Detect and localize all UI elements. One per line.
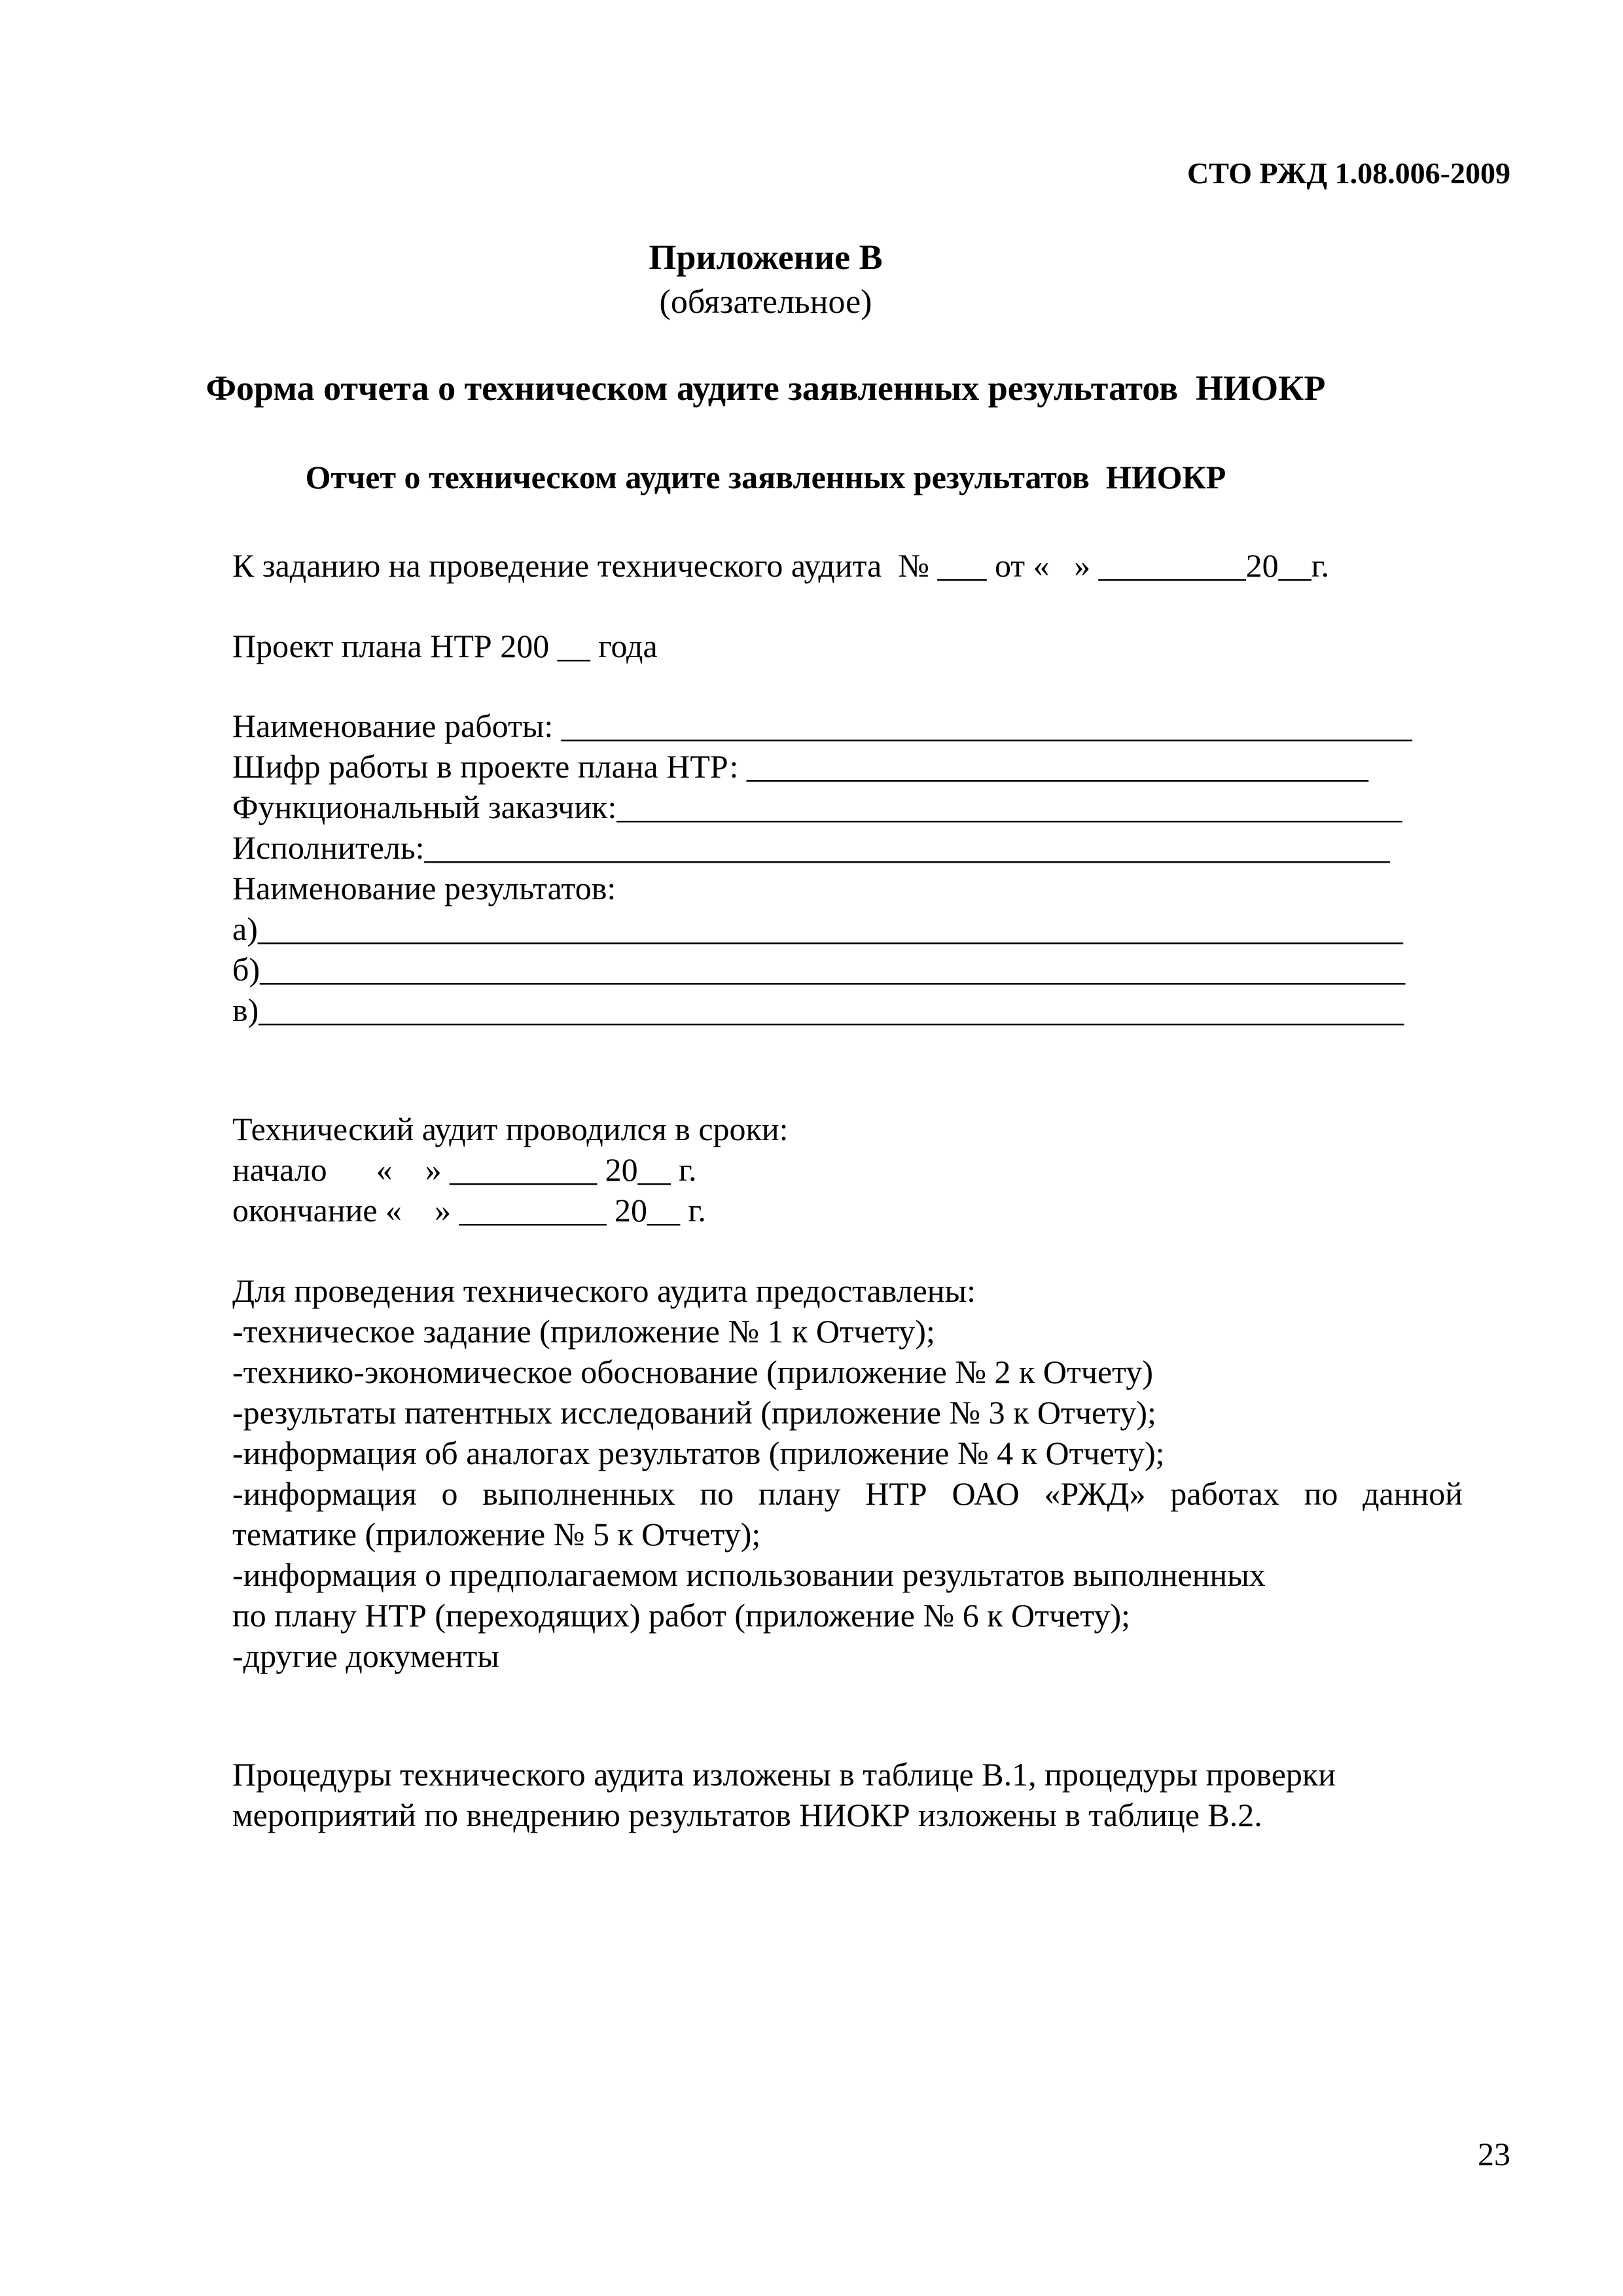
result-c-field: в)______________________________________________________________________: [232, 992, 1404, 1028]
report-title: Отчет о техническом аудите заявленных результатов НИОКР: [305, 459, 1226, 495]
document-item: -информация о предполагаемом использовании результатов выполненных: [232, 1556, 1266, 1593]
work-code-field: Шифр работы в проекте плана НТР: ______________________________________: [232, 748, 1368, 785]
result-a-field: а)______________________________________________________________________: [232, 910, 1403, 947]
document-item: -другие документы: [232, 1638, 499, 1674]
document-item: -информация об аналогах результатов (приложение № 4 к Отчету);: [232, 1435, 1165, 1471]
procedures-line: мероприятий по внедрению результатов НИОКР изложены в таблице В.2.: [232, 1797, 1262, 1833]
work-name-field: Наименование работы: ____________________________________________________: [232, 708, 1412, 744]
document-item: -техническое задание (приложение № 1 к Отчету);: [232, 1313, 935, 1350]
task-line: К заданию на проведение технического аудита № ___ от « » _________20__г.: [232, 547, 1330, 584]
document-item: -технико-экономическое обоснование (приложение № 2 к Отчету): [232, 1354, 1153, 1390]
period-start: начало « » _________ 20__ г.: [232, 1151, 697, 1188]
standard-code: СТО РЖД 1.08.006-2009: [1186, 156, 1510, 190]
customer-field: Функциональный заказчик:________________________________________________: [232, 789, 1402, 825]
executor-field: Исполнитель:___________________________________________________________: [232, 829, 1390, 866]
page-number: 23: [1478, 2136, 1510, 2172]
document-item-continuation: по плану НТР (переходящих) работ (приложение № 6 к Отчету);: [232, 1597, 1131, 1634]
document-item: -результаты патентных исследований (приложение № 3 к Отчету);: [232, 1394, 1156, 1431]
appendix-subtitle: (обязательное): [659, 283, 872, 321]
result-b-field: б)______________________________________________________________________: [232, 951, 1406, 988]
form-title: Форма отчета о техническом аудите заявленных результатов НИОКР: [205, 368, 1326, 408]
appendix-title: Приложение В: [649, 238, 883, 277]
document-item-continuation: тематике (приложение № 5 к Отчету);: [232, 1516, 761, 1552]
document-item: -информация о выполненных по плану НТР ОАО «РЖД» работах по данной: [232, 1475, 1463, 1512]
plan-line: Проект плана НТР 200 __ года: [232, 628, 658, 664]
documents-heading: Для проведения технического аудита предоставлены:: [232, 1272, 976, 1309]
period-heading: Технический аудит проводился в сроки:: [232, 1111, 789, 1147]
procedures-line: Процедуры технического аудита изложены в таблице В.1, процедуры проверки: [232, 1756, 1336, 1793]
period-end: окончание « » _________ 20__ г.: [232, 1192, 706, 1229]
results-heading: Наименование результатов:: [232, 870, 616, 906]
